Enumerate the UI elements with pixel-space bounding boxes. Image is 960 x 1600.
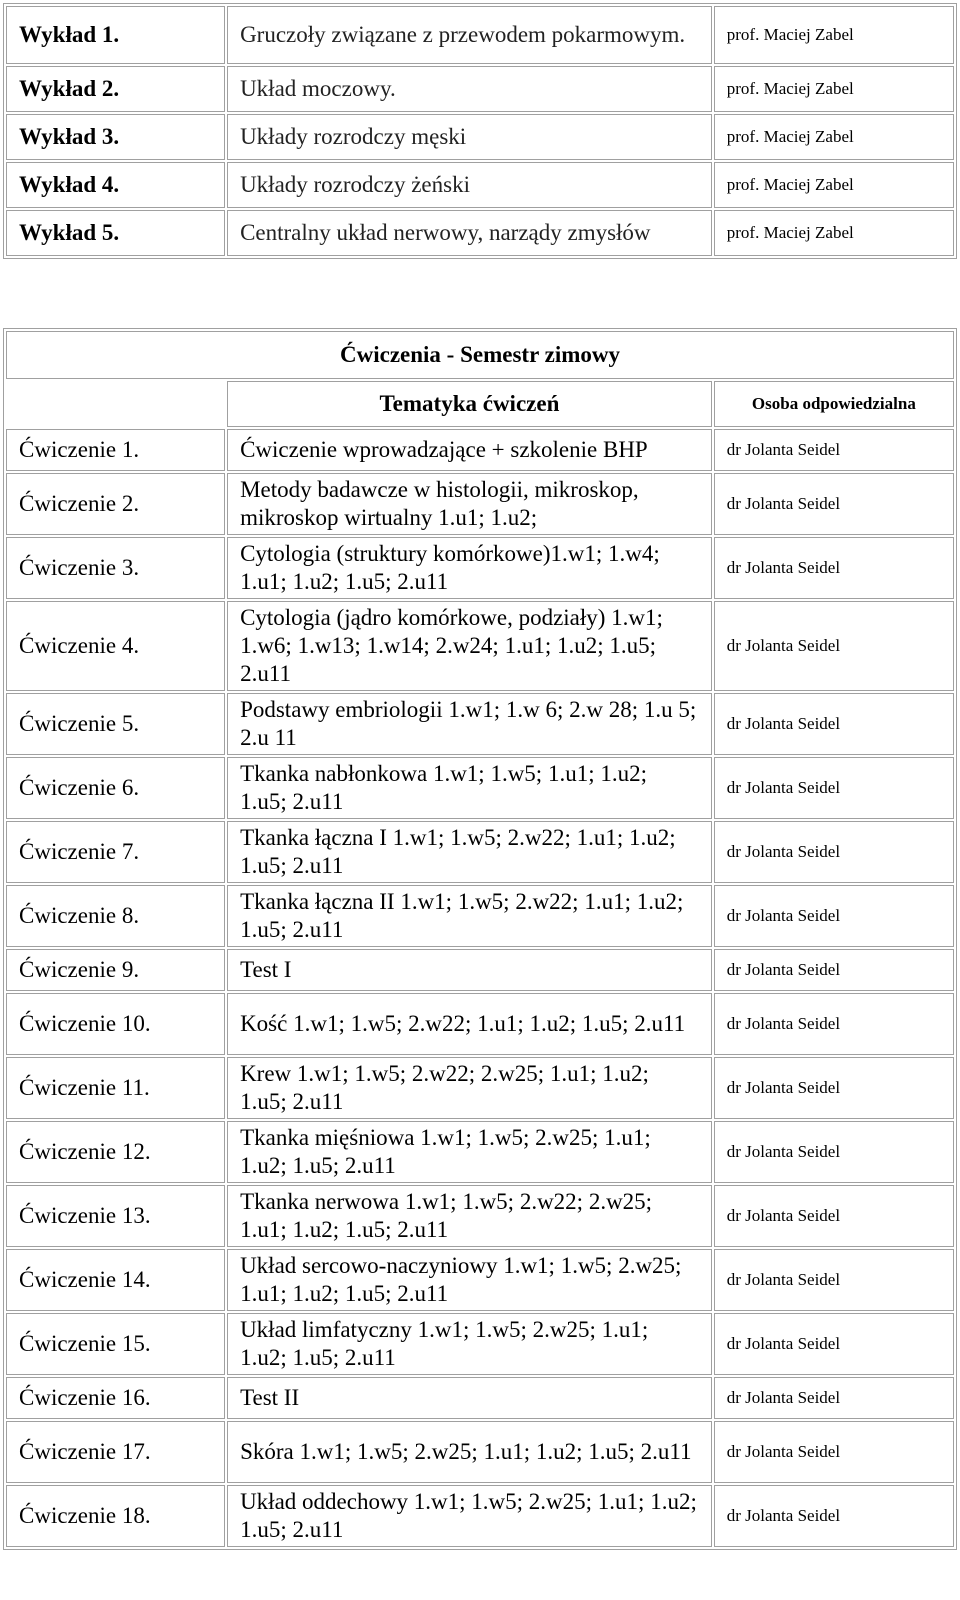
exercise-label: Ćwiczenie 7. [6, 821, 225, 883]
exercise-topic: Ćwiczenie wprowadzające + szkolenie BHP [227, 429, 712, 471]
exercise-topic: Tkanka łączna II 1.w1; 1.w5; 2.w22; 1.u1; 1.u2; 1.u5; 2.u11 [227, 885, 712, 947]
exercise-label: Ćwiczenie 3. [6, 537, 225, 599]
lecture-topic: Układy rozrodczy męski [227, 114, 712, 160]
exercise-person: dr Jolanta Seidel [714, 1121, 954, 1183]
exercise-label: Ćwiczenie 2. [6, 473, 225, 535]
lecture-person: prof. Maciej Zabel [714, 66, 954, 112]
exercise-label: Ćwiczenie 12. [6, 1121, 225, 1183]
lecture-topic: Układ moczowy. [227, 66, 712, 112]
exercise-person: dr Jolanta Seidel [714, 693, 954, 755]
exercise-topic: Test II [227, 1377, 712, 1419]
exercise-topic: Układ oddechowy 1.w1; 1.w5; 2.w25; 1.u1; 1.u2; 1.u5; 2.u11 [227, 1485, 712, 1547]
table-row [6, 114, 954, 160]
exercise-person: dr Jolanta Seidel [714, 1313, 954, 1375]
exercise-person: dr Jolanta Seidel [714, 949, 954, 991]
exercise-person: dr Jolanta Seidel [714, 993, 954, 1055]
header-blank [6, 381, 225, 427]
table-row [6, 1313, 954, 1375]
exercise-topic: Test I [227, 949, 712, 991]
exercise-person: dr Jolanta Seidel [714, 473, 954, 535]
exercise-topic: Skóra 1.w1; 1.w5; 2.w25; 1.u1; 1.u2; 1.u5; 2.u11 [227, 1421, 712, 1483]
lecture-label: Wykład 2. [6, 66, 225, 112]
exercise-topic: Tkanka nabłonkowa 1.w1; 1.w5; 1.u1; 1.u2; 1.u5; 2.u11 [227, 757, 712, 819]
exercise-label: Ćwiczenie 13. [6, 1185, 225, 1247]
table-row [6, 1249, 954, 1311]
table-row [6, 821, 954, 883]
exercises-title: Ćwiczenia - Semestr zimowy [6, 331, 954, 379]
exercise-topic: Układ limfatyczny 1.w1; 1.w5; 2.w25; 1.u1; 1.u2; 1.u5; 2.u11 [227, 1313, 712, 1375]
exercise-topic: Układ sercowo-naczyniowy 1.w1; 1.w5; 2.w25; 1.u1; 1.u2; 1.u5; 2.u11 [227, 1249, 712, 1311]
table-row [6, 429, 954, 471]
lecture-topic: Gruczoły związane z przewodem pokarmowym. [227, 6, 712, 64]
table-row [6, 1377, 954, 1419]
lecture-label: Wykład 3. [6, 114, 225, 160]
topic-header: Tematyka ćwiczeń [227, 381, 712, 427]
exercise-person: dr Jolanta Seidel [714, 1185, 954, 1247]
exercise-person: dr Jolanta Seidel [714, 601, 954, 691]
table-row [6, 6, 954, 64]
lecture-person: prof. Maciej Zabel [714, 162, 954, 208]
lecture-label: Wykład 1. [6, 6, 225, 64]
exercise-topic: Cytologia (jądro komórkowe, podziały) 1.w1; 1.w6; 1.w13; 1.w14; 2.w24; 1.u1; 1.u2; 1.u5; 2.u11 [227, 601, 712, 691]
exercise-topic: Tkanka mięśniowa 1.w1; 1.w5; 2.w25; 1.u1; 1.u2; 1.u5; 2.u11 [227, 1121, 712, 1183]
table-row [6, 1421, 954, 1483]
table-row [6, 66, 954, 112]
table-row [6, 1185, 954, 1247]
lecture-person: prof. Maciej Zabel [714, 114, 954, 160]
table-row [6, 949, 954, 991]
exercise-topic: Kość 1.w1; 1.w5; 2.w22; 1.u1; 1.u2; 1.u5; 2.u11 [227, 993, 712, 1055]
exercise-person: dr Jolanta Seidel [714, 1249, 954, 1311]
exercise-topic: Tkanka nerwowa 1.w1; 1.w5; 2.w22; 2.w25; 1.u1; 1.u2; 1.u5; 2.u11 [227, 1185, 712, 1247]
exercise-label: Ćwiczenie 6. [6, 757, 225, 819]
header-row [6, 381, 954, 427]
exercise-label: Ćwiczenie 9. [6, 949, 225, 991]
exercise-topic: Metody badawcze w histologii, mikroskop, mikroskop wirtualny 1.u1; 1.u2; [227, 473, 712, 535]
exercise-label: Ćwiczenie 16. [6, 1377, 225, 1419]
title-row [6, 331, 954, 379]
exercise-person: dr Jolanta Seidel [714, 537, 954, 599]
exercise-label: Ćwiczenie 5. [6, 693, 225, 755]
exercise-person: dr Jolanta Seidel [714, 757, 954, 819]
table-row [6, 1057, 954, 1119]
lecture-label: Wykład 4. [6, 162, 225, 208]
table-row [6, 693, 954, 755]
exercise-label: Ćwiczenie 8. [6, 885, 225, 947]
exercise-label: Ćwiczenie 14. [6, 1249, 225, 1311]
table-row [6, 885, 954, 947]
exercise-topic: Krew 1.w1; 1.w5; 2.w22; 2.w25; 1.u1; 1.u2; 1.u5; 2.u11 [227, 1057, 712, 1119]
table-row [6, 601, 954, 691]
exercise-person: dr Jolanta Seidel [714, 821, 954, 883]
table-row [6, 1485, 954, 1547]
table-row [6, 537, 954, 599]
table-row [6, 162, 954, 208]
exercise-label: Ćwiczenie 1. [6, 429, 225, 471]
exercises-table [3, 328, 957, 1550]
exercise-topic: Tkanka łączna I 1.w1; 1.w5; 2.w22; 1.u1; 1.u2; 1.u5; 2.u11 [227, 821, 712, 883]
exercise-person: dr Jolanta Seidel [714, 429, 954, 471]
exercise-label: Ćwiczenie 4. [6, 601, 225, 691]
lecture-topic: Centralny układ nerwowy, narządy zmysłów [227, 210, 712, 256]
exercise-label: Ćwiczenie 18. [6, 1485, 225, 1547]
exercise-topic: Cytologia (struktury komórkowe)1.w1; 1.w4; 1.u1; 1.u2; 1.u5; 2.u11 [227, 537, 712, 599]
exercise-person: dr Jolanta Seidel [714, 1057, 954, 1119]
lecture-label: Wykład 5. [6, 210, 225, 256]
exercise-label: Ćwiczenie 10. [6, 993, 225, 1055]
exercise-label: Ćwiczenie 15. [6, 1313, 225, 1375]
lecture-person: prof. Maciej Zabel [714, 210, 954, 256]
exercise-topic: Podstawy embriologii 1.w1; 1.w 6; 2.w 28; 1.u 5; 2.u 11 [227, 693, 712, 755]
exercise-person: dr Jolanta Seidel [714, 1485, 954, 1547]
table-row [6, 1121, 954, 1183]
exercise-person: dr Jolanta Seidel [714, 1421, 954, 1483]
exercise-person: dr Jolanta Seidel [714, 1377, 954, 1419]
table-row [6, 210, 954, 256]
lecture-topic: Układy rozrodczy żeński [227, 162, 712, 208]
lectures-table [3, 3, 957, 259]
table-row [6, 993, 954, 1055]
exercise-person: dr Jolanta Seidel [714, 885, 954, 947]
exercise-label: Ćwiczenie 11. [6, 1057, 225, 1119]
lecture-person: prof. Maciej Zabel [714, 6, 954, 64]
exercise-label: Ćwiczenie 17. [6, 1421, 225, 1483]
table-row [6, 757, 954, 819]
person-header: Osoba odpowiedzialna [714, 381, 954, 427]
table-row [6, 473, 954, 535]
